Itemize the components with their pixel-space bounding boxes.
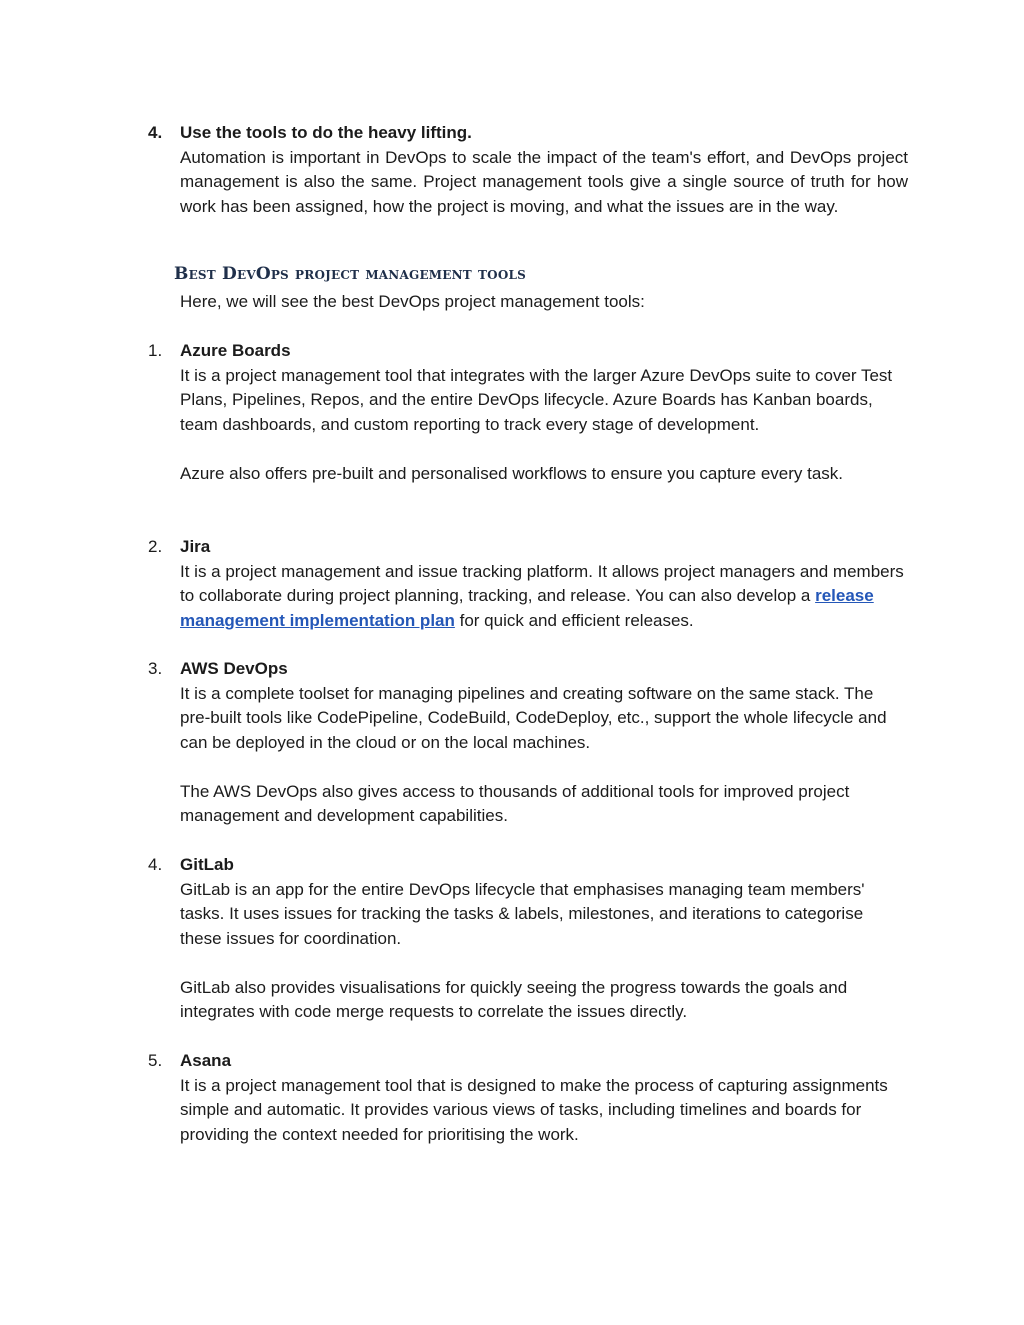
tool-description: GitLab is an app for the entire DevOps lifecycle that emphasises managing team members' tasks. It uses issues for tracking the tasks & labels, milestones, and iterations to categorise these issues for coordination. bbox=[180, 879, 865, 948]
release-plan-link[interactable]: release management implementation plan bbox=[180, 586, 874, 630]
section-text: Automation is important in DevOps to scale the impact of the team's effort, and DevOps project management is also the same. Project management tools give a single source of truth for how work has been assigned, how the project is moving, and what the issues are in the way. bbox=[180, 147, 908, 216]
tool-description-extra: The AWS DevOps also gives access to thousands of additional tools for improved project management and development capabilities. bbox=[180, 781, 850, 825]
list-number: 3. bbox=[148, 659, 163, 678]
tools-heading: Best DevOps project management tools bbox=[174, 264, 526, 284]
section-number: 4. bbox=[148, 123, 163, 142]
tool-description: It is a complete toolset for managing pipelines and creating software on the same stack. The pre-built tools like CodePipeline, CodeBuild, CodeDeploy, etc., support the whole lifecycle and can be deployed in the cloud or on the local machines. bbox=[180, 683, 887, 752]
tool-description-end: for quick and efficient releases. bbox=[454, 610, 694, 630]
tool-description-start: It is a project management and issue tracking platform. It allows project managers and members to collaborate during project planning, tracking, and release. You can also develop a bbox=[180, 561, 904, 605]
tool-description bbox=[180, 560, 908, 634]
section-use-tools bbox=[148, 121, 908, 219]
tools-intro: Here, we will see the best DevOps project management tools: bbox=[180, 292, 645, 311]
list-number: 1. bbox=[148, 341, 163, 360]
tool-description: It is a project management tool that is designed to make the process of capturing assignments simple and automatic. It provides various views of tasks, including timelines and boards for providing the context needed for prioritising the work. bbox=[180, 1075, 888, 1144]
list-number: 4. bbox=[148, 855, 163, 874]
tool-asana bbox=[148, 1049, 908, 1147]
section-title: Use the tools to do the heavy lifting. bbox=[180, 123, 472, 142]
tool-title: AWS DevOps bbox=[180, 659, 288, 678]
list-number: 5. bbox=[148, 1051, 163, 1070]
tool-gitlab bbox=[148, 853, 908, 1025]
tool-title: GitLab bbox=[180, 855, 234, 874]
tool-title: Azure Boards bbox=[180, 341, 291, 360]
tool-title: Asana bbox=[180, 1051, 232, 1070]
tool-title: Jira bbox=[180, 537, 211, 556]
tool-description-extra: GitLab also provides visualisations for quickly seeing the progress towards the goals and integrates with code merge requests to correlate the issues directly. bbox=[180, 977, 848, 1021]
tool-aws-devops bbox=[148, 657, 908, 829]
tool-description-extra: Azure also offers pre-built and personalised workflows to ensure you capture every task. bbox=[180, 463, 844, 483]
tool-azure-boards bbox=[148, 339, 908, 486]
list-number: 2. bbox=[148, 537, 163, 556]
tool-jira bbox=[148, 535, 908, 633]
tool-description: It is a project management tool that integrates with the larger Azure DevOps suite to cover Test Plans, Pipelines, Repos, and the entire DevOps lifecycle. Azure Boards has Kanban boards, team dashboards, and custom reporting to track every stage of development. bbox=[180, 365, 893, 434]
